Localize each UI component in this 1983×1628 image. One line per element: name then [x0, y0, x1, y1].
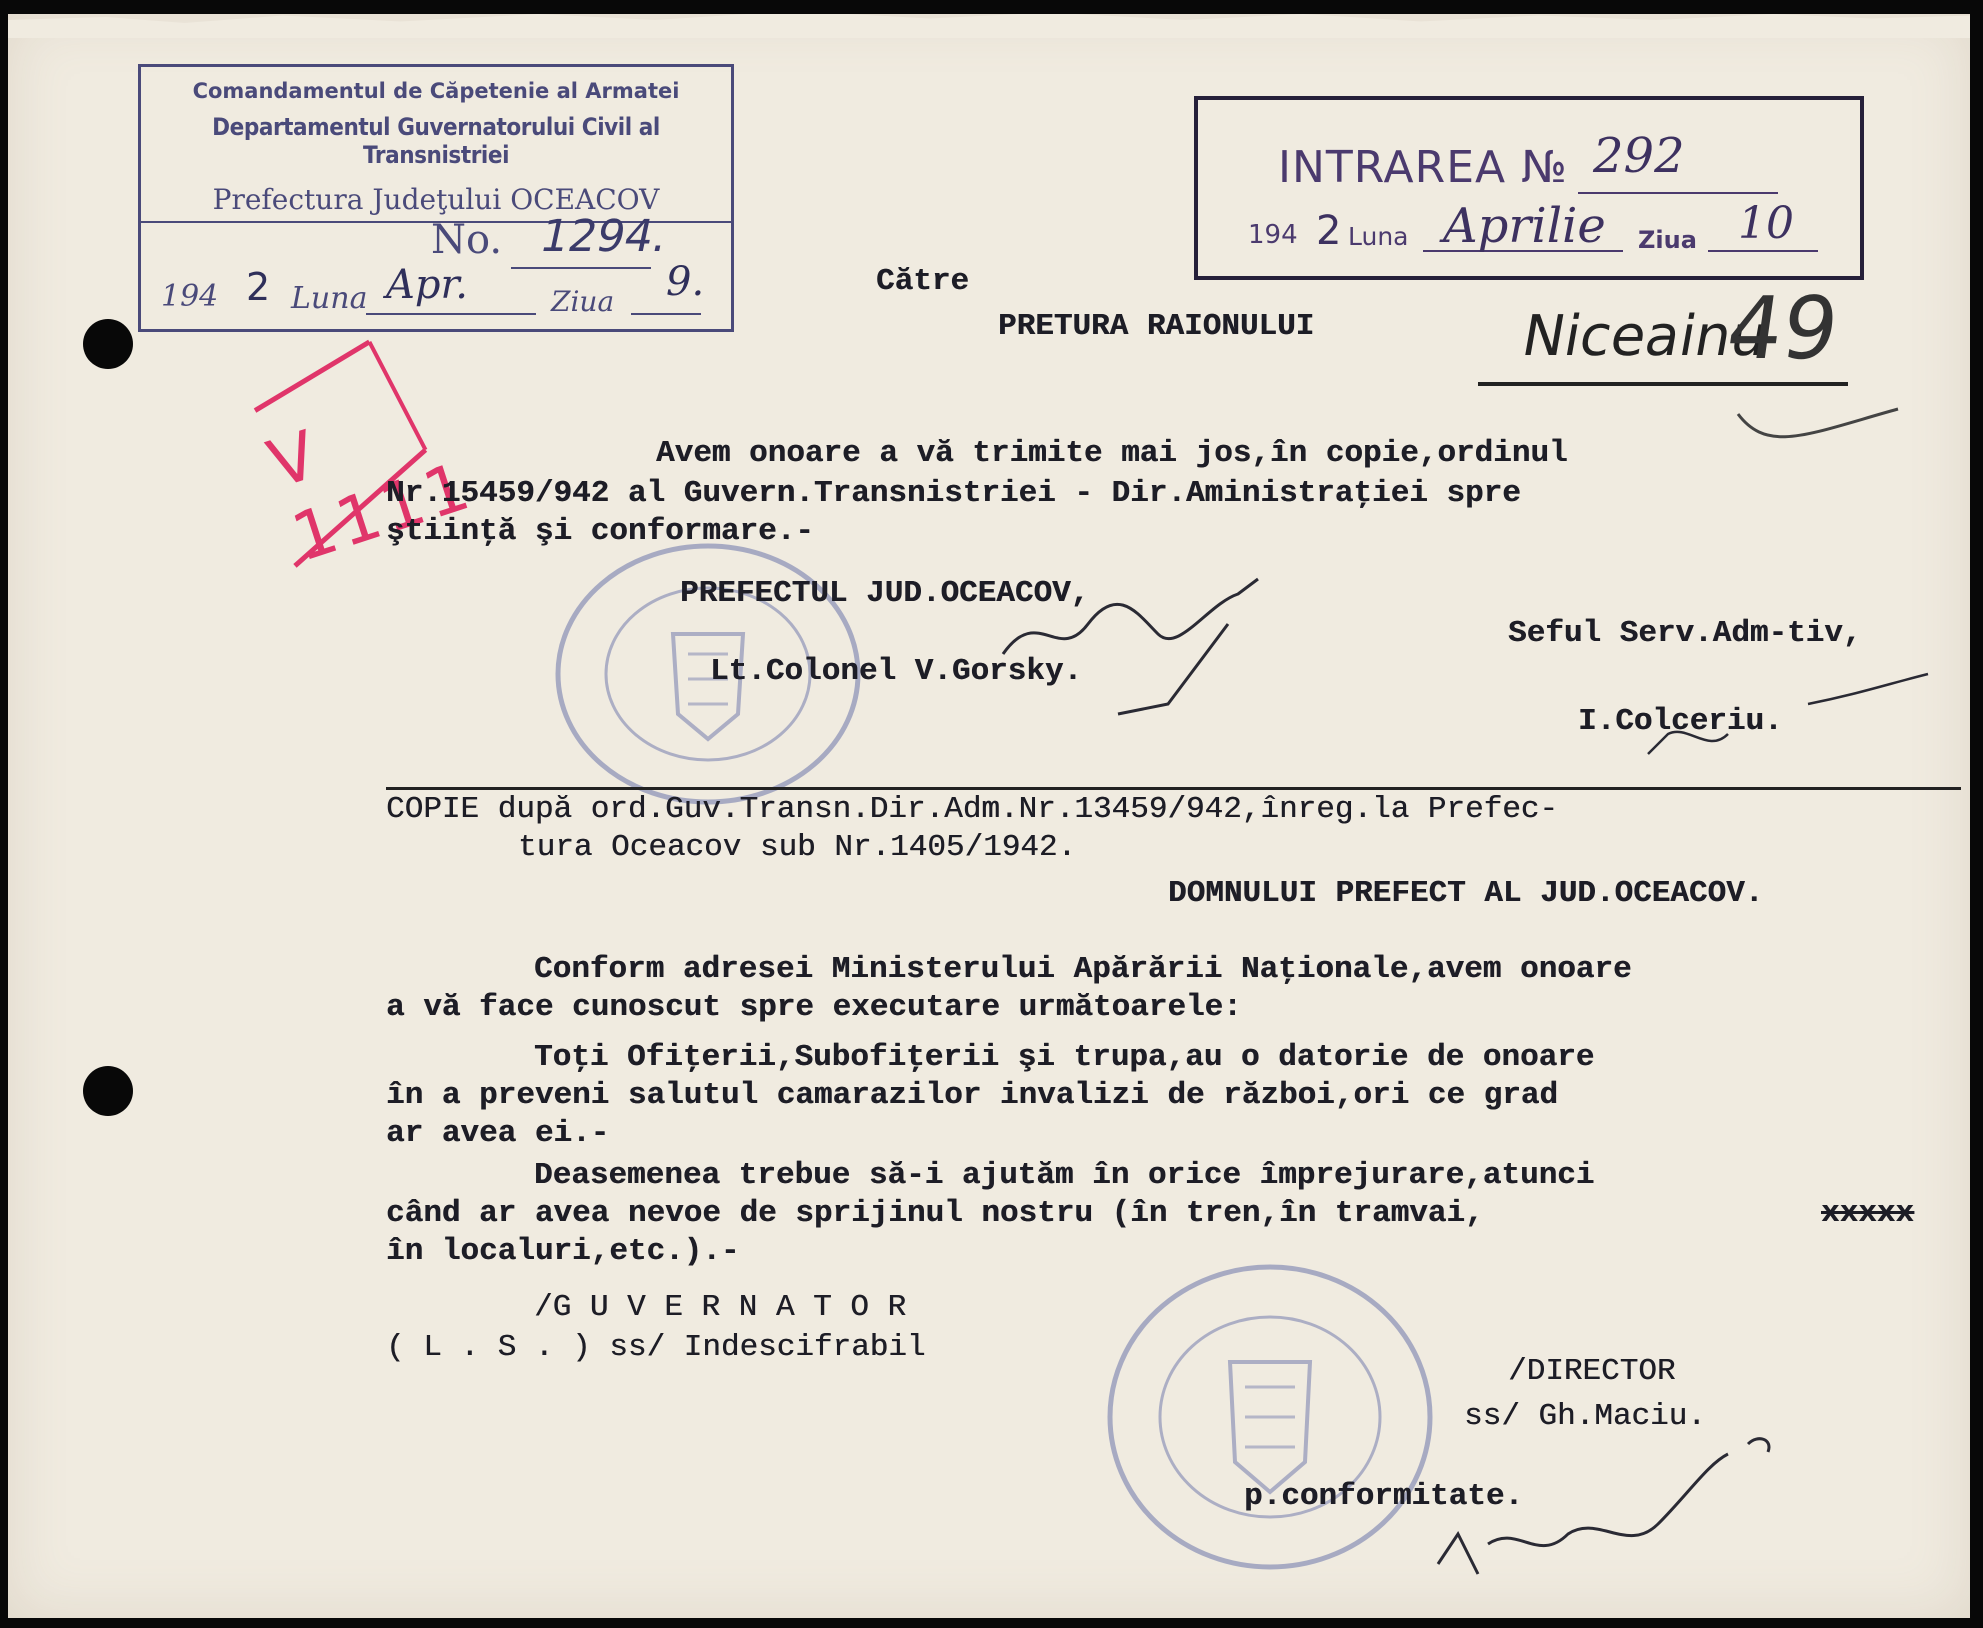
- copy-body-line-5: ar avea ei.-: [386, 1116, 610, 1151]
- stamp-day-value: 9.: [666, 259, 705, 305]
- entry-stamp-right: [1194, 96, 1864, 280]
- entry-stamp-month-label: Luna: [1348, 222, 1409, 251]
- stamp-year-value: 2: [246, 265, 271, 309]
- stamp-no-value: 1294.: [535, 211, 673, 262]
- director-signature: ss/ Gh.Maciu.: [1464, 1399, 1706, 1434]
- section-divider: [386, 787, 1961, 790]
- cover-line-2: Nr.15459/942 al Guvern.Transnistriei - Dir.Aministraţiei spre: [386, 476, 1521, 511]
- copy-header-line-1: COPIE după ord.Guv.Transn.Dir.Adm.Nr.13459/942,înreg.la Prefec-: [386, 792, 1558, 827]
- entry-stamp-year-label: 194: [1248, 220, 1298, 250]
- cover-line-3: ştiinţă şi conformare.-: [386, 514, 814, 549]
- punch-hole-bottom: [83, 1066, 133, 1116]
- prefect-title: PREFECTUL JUD.OCEACOV,: [680, 576, 1090, 611]
- entry-stamp-day-underline: [1708, 250, 1818, 252]
- conformity-signature: [1428, 1424, 1808, 1594]
- stamp-month-label: Luna: [291, 281, 368, 316]
- cover-line-1: Avem onoare a vă trimite mai jos,în copie,ordinul: [656, 436, 1568, 471]
- punch-hole-top: [83, 319, 133, 369]
- copy-body-line-4: în a preveni salutul camarazilor invalizi de război,ori ce grad: [386, 1078, 1558, 1113]
- copy-addressed-to: DOMNULUI PREFECT AL JUD.OCEACOV.: [1168, 876, 1764, 911]
- pencil-flourish: [1728, 394, 1908, 454]
- registry-stamp-left: [138, 64, 734, 332]
- document-page: [8, 14, 1970, 1618]
- copy-body-line-8: în localuri,etc.).-: [386, 1234, 740, 1269]
- copy-body-line-3: Toţi Ofiţerii,Subofiţerii şi trupa,au o datorie de onoare: [534, 1040, 1595, 1075]
- entry-stamp-month-value: Aprilie: [1443, 198, 1606, 254]
- stamp-line-3: Prefectura Judeţului OCEACOV: [212, 183, 660, 216]
- entry-stamp-number: 292: [1593, 128, 1685, 184]
- entry-stamp-year-value: 2: [1316, 208, 1342, 254]
- copy-body-line-6: Deasemenea trebue să-i ajutăm în orice împrejurare,atunci: [534, 1158, 1595, 1193]
- addressee-to: Către: [876, 264, 970, 299]
- entry-stamp-number-underline: [1578, 192, 1778, 194]
- conformity-note: p.conformitate.: [1244, 1479, 1524, 1514]
- red-mark-text: V 1111: [259, 415, 482, 577]
- copy-body-line-2: a vă face cunoscut spre executare următoarele:: [386, 990, 1242, 1025]
- entry-stamp-day-label: Ziua: [1638, 226, 1697, 254]
- stamp-no-underline: [511, 267, 651, 269]
- governor-signature: ( L . S . ) ss/ Indescifrabil: [386, 1330, 926, 1365]
- struck-out-text: xxxxx: [1821, 1196, 1915, 1231]
- chief-name: I.Colceriu.: [1578, 704, 1783, 739]
- stamp-month-underline: [366, 313, 536, 315]
- prefect-name: Lt.Colonel V.Gorsky.: [710, 654, 1083, 689]
- copy-body-line-1: Conform adresei Ministerului Apărării Naţionale,avem onoare: [534, 952, 1632, 987]
- stamp-line-2: Departamentul Guvernatorului Civil al Transnistriei: [212, 113, 660, 169]
- round-seal-lower: [1100, 1252, 1440, 1582]
- addressee-underline: [1478, 382, 1848, 386]
- stamp-year-label: 194: [161, 279, 219, 314]
- addressee-number-handwritten: 49: [1720, 279, 1845, 379]
- copy-header-line-2: tura Oceacov sub Nr.1405/1942.: [518, 830, 1077, 865]
- director-title: /DIRECTOR: [1508, 1354, 1676, 1389]
- chief-title: Seful Serv.Adm-tiv,: [1508, 616, 1862, 651]
- stamp-day-underline: [631, 313, 701, 315]
- stamp-day-label: Ziua: [551, 285, 615, 318]
- chief-signature: [1628, 664, 1938, 774]
- addressee-place-handwritten: Niceainu: [1517, 304, 1773, 369]
- entry-stamp-day-value: 10: [1738, 198, 1794, 249]
- addressee-office: PRETURA RAIONULUI: [998, 309, 1315, 344]
- stamp-header: [141, 79, 731, 223]
- entry-stamp-title: INTRAREA №: [1278, 142, 1568, 193]
- torn-edge: [8, 14, 1970, 38]
- prefect-signature: [998, 574, 1288, 724]
- copy-body-line-7: când ar avea nevoe de sprijinul nostru (în tren,în tramvai,: [386, 1196, 1484, 1231]
- stamp-month-value: Apr.: [386, 262, 468, 308]
- stamp-line-1: Comandamentul de Căpetenie al Armatei: [192, 79, 680, 103]
- stamp-no-label: No.: [431, 217, 503, 263]
- governor-title: /G U V E R N A T O R: [534, 1290, 907, 1325]
